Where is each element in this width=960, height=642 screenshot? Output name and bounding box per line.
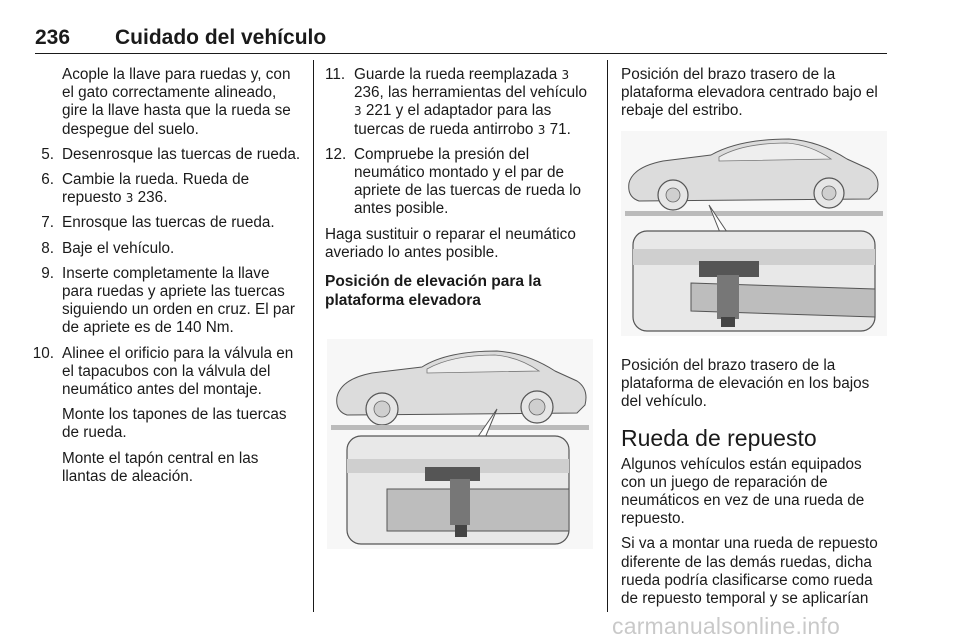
list-item	[26, 240, 302, 258]
column-divider-1	[313, 60, 314, 612]
sub-paragraph: Monte el tapón central en las llantas de aleación.	[62, 449, 259, 485]
column-2	[325, 66, 595, 314]
page-title: Cuidado del vehículo	[115, 26, 327, 49]
item-text: Alinee el orificio para la válvula en el tapacubos con la válvula del neumático antes del montaje.	[62, 344, 294, 399]
item-number: 7.	[41, 214, 54, 232]
intro-paragraph: Acople la llave para ruedas y, con el gato correctamente alineado, gire la llave hasta que la rueda se despegue del suelo.	[62, 66, 291, 138]
item-number: 8.	[41, 239, 54, 257]
item-number: 6.	[41, 171, 54, 189]
lift-position-figure-1	[327, 339, 593, 549]
page-reference-icon[interactable]: 3	[537, 122, 546, 137]
item-text: Cambie la rueda. Rueda de repuesto	[62, 171, 250, 207]
item-number: 12.	[325, 145, 347, 163]
column-1	[26, 66, 302, 493]
body-paragraph: Algunos vehículos están equipados con un juego de reparación de neumáticos en vez de una rueda de repuesto.	[621, 455, 865, 528]
body-paragraph: Si va a montar una rueda de repuesto diferente de las demás ruedas, dicha rueda podría clasificarse como rueda de repuesto temporal y se aplicarían	[621, 535, 878, 608]
column-3-lower	[621, 357, 888, 615]
item-text: 236, las herramientas del vehículo	[354, 84, 587, 102]
item-text: Desenrosque las tuercas de rueda.	[62, 145, 301, 163]
item-text: Inserte completamente la llave para ruedas y apriete las tuercas siguiendo un orden en cruz. El par de apriete es de 140 Nm.	[62, 264, 296, 337]
figure-caption: Posición del brazo trasero de la plataforma de elevación en los bajos del vehículo.	[621, 357, 870, 411]
page-number: 236	[35, 26, 71, 49]
item-text: Enrosque las tuercas de rueda.	[62, 214, 275, 232]
list-item	[26, 214, 302, 232]
list-item	[26, 265, 302, 338]
item-text: 221 y el adaptador para las tuercas de rueda antirrobo	[354, 102, 552, 138]
item-text: Baje el vehículo.	[62, 239, 175, 257]
lift-position-figure-2	[621, 131, 887, 336]
column-divider-2	[607, 60, 608, 612]
item-number: 5.	[41, 145, 54, 163]
item-text: Compruebe la presión del neumático montado y el par de apriete de las tuercas de rueda lo antes posible.	[354, 145, 582, 218]
list-item	[26, 146, 302, 164]
sub-paragraph: Monte los tapones de las tuercas de rueda.	[62, 406, 287, 442]
column-3	[621, 66, 888, 128]
item-text: Guarde la rueda reemplazada	[354, 66, 562, 83]
figure-caption: Posición del brazo trasero de la plataforma elevadora centrado bajo el rebaje del estribo.	[621, 66, 878, 120]
page-header	[35, 26, 887, 56]
car-underbody-illustration	[621, 131, 887, 336]
list-item	[26, 171, 302, 207]
list-item	[325, 146, 595, 219]
page-reference-icon[interactable]: 3	[125, 191, 134, 206]
list-item	[325, 66, 595, 139]
page-reference: 236.	[133, 189, 168, 207]
header-divider	[35, 53, 887, 54]
section-subheading: Posición de elevación para la plataforma elevadora	[325, 273, 542, 310]
section-heading: Rueda de repuesto	[621, 424, 817, 451]
page-reference-icon[interactable]: 3	[561, 68, 570, 82]
page-reference-icon[interactable]: 3	[354, 104, 362, 119]
watermark: carmanualsonline.info	[612, 613, 840, 639]
item-number: 9.	[41, 264, 54, 282]
item-text: 71.	[545, 120, 571, 138]
car-lift-illustration	[327, 339, 593, 549]
body-paragraph: Haga sustituir o reparar el neumático averiado lo antes posible.	[325, 225, 576, 261]
item-number: 10.	[32, 344, 54, 362]
list-item	[26, 345, 302, 400]
item-number: 11.	[325, 66, 346, 83]
